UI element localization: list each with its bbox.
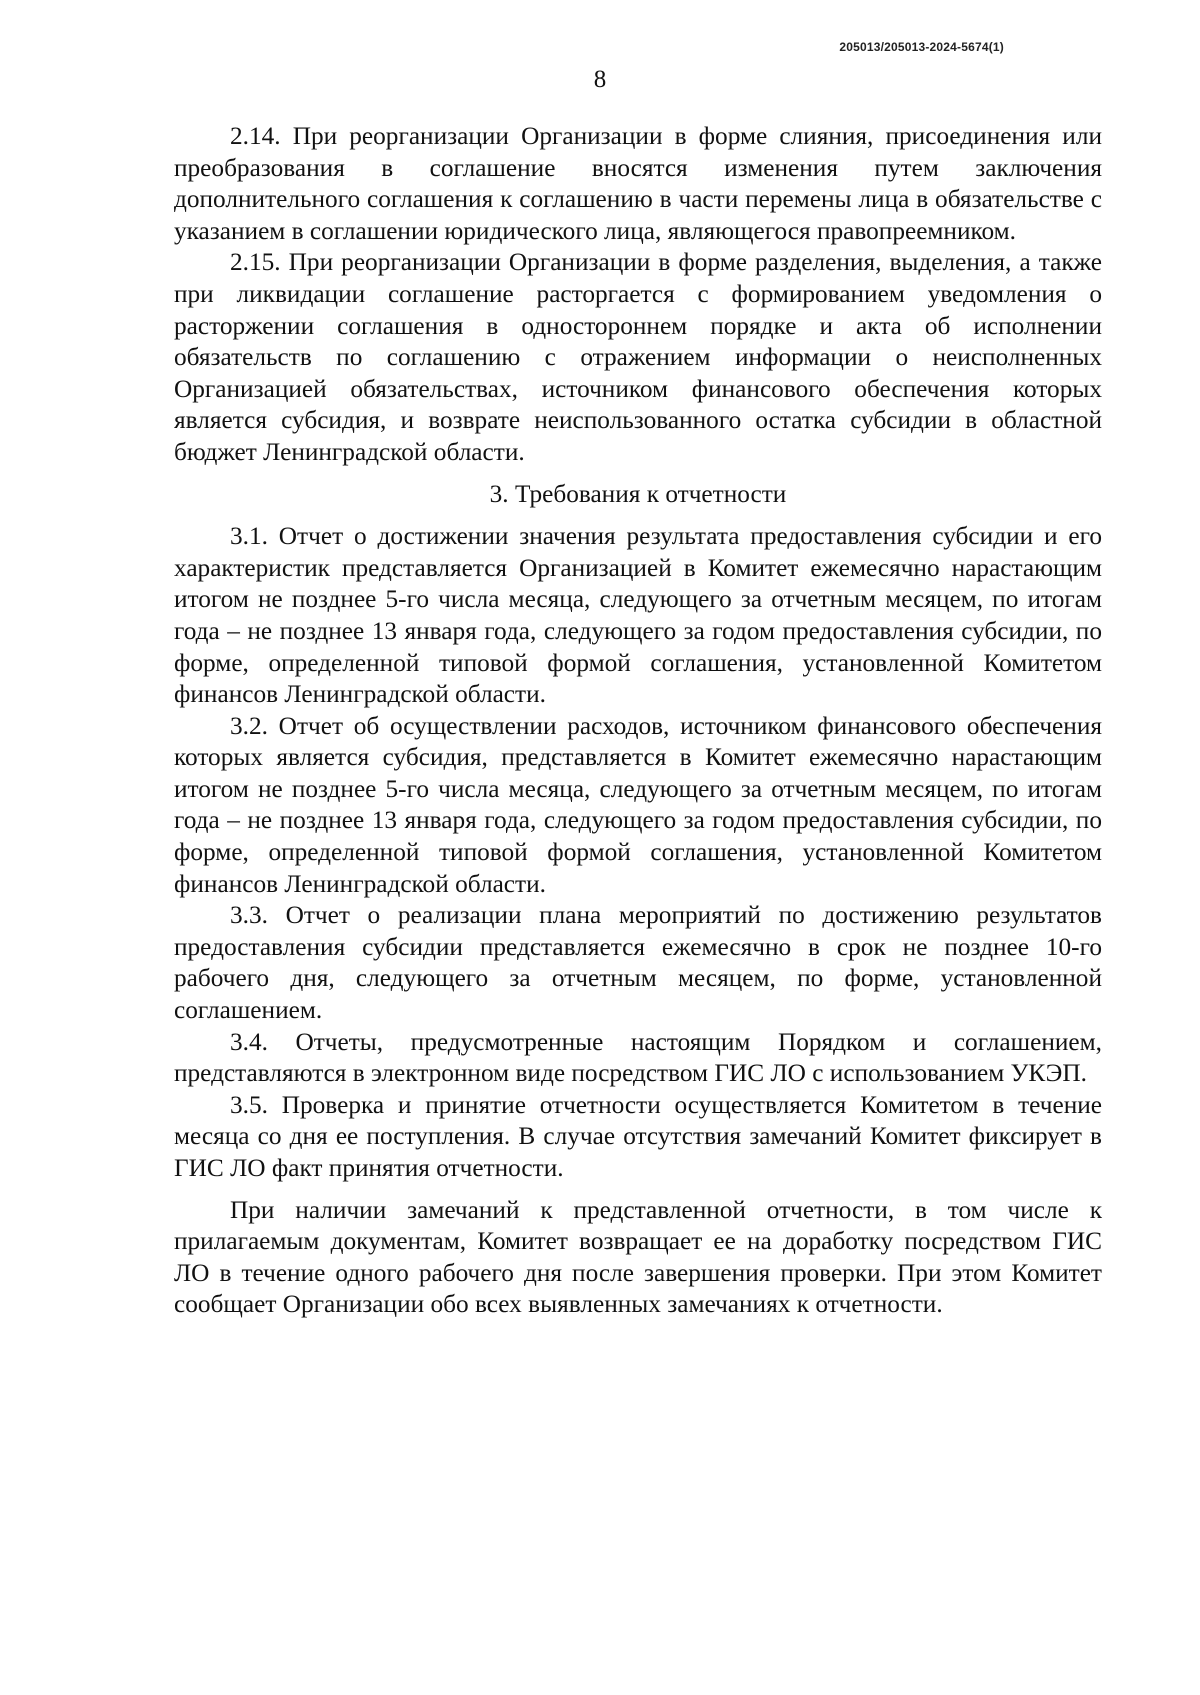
document-id: 205013/205013-2024-5674(1) xyxy=(839,40,1004,54)
paragraph-3-3: 3.3. Отчет о реализации плана мероприятий по достижению результатов предоставления субсидии представляется ежемесячно в срок не позднее 10-го рабочего дня, следующего за отчетным месяцем, по форме, установленной соглашением. xyxy=(174,901,1102,1025)
section-3-heading: 3. Требования к отчетности xyxy=(489,479,787,508)
paragraph-3-1: 3.1. Отчет о достижении значения результата предоставления субсидии и его характеристик представляется Организацией в Комитет ежемесячно нарастающим итогом не позднее 5-го числа месяца, следующего за отчетным месяцем, по итогам года – не позднее 13 января года, следующего за годом предоставления субсидии, по форме, определенной типовой формой соглашения, установленной Комитетом финансов Ленинградской области. xyxy=(174,522,1102,709)
paragraph-3-5-remarks: При наличии замечаний к представленной отчетности, в том числе к прилагаемым документам, Комитет возвращает ее на доработку посредством ГИС ЛО в течение одного рабочего дня после завершения проверки. При этом Комитет сообщает Организации обо всех выявленных замечаниях к отчетности. xyxy=(174,1195,1102,1319)
page-number: 8 xyxy=(593,66,607,93)
paragraph-3-2: 3.2. Отчет об осуществлении расходов, источником финансового обеспечения которых является субсидия, представляется в Комитет ежемесячно нарастающим итогом не позднее 5-го числа месяца, следующего за отчетным месяцем, по итогам года – не позднее 13 января года, следующего за годом предоставления субсидии, по форме, определенной типовой формой соглашения, установленной Комитетом финансов Ленинградской области. xyxy=(174,711,1102,898)
paragraph-2-15: 2.15. При реорганизации Организации в форме разделения, выделения, а также при ликвидации соглашение расторгается с формированием уведомления о расторжении соглашения в одностороннем порядке и акта об исполнении обязательств по соглашению с отражением информации о неисполненных Организацией обязательствах, источником финансового обеспечения которых является субсидия, и возврате неиспользованного остатка субсидии в областной бюджет Ленинградской области. xyxy=(174,248,1102,466)
paragraph-3-4: 3.4. Отчеты, предусмотренные настоящим Порядком и соглашением, представляются в электронном виде посредством ГИС ЛО с использованием УКЭП. xyxy=(174,1027,1102,1088)
document-body xyxy=(174,121,1102,1321)
paragraph-2-14: 2.14. При реорганизации Организации в форме слияния, присоединения или преобразования в соглашение вносятся изменения путем заключения дополнительного соглашения к соглашению в части перемены лица в обязательстве с указанием в соглашении юридического лица, являющегося правопреемником. xyxy=(174,122,1102,245)
paragraph-3-5: 3.5. Проверка и принятие отчетности осуществляется Комитетом в течение месяца со дня ее поступления. В случае отсутствия замечаний Комитет фиксирует в ГИС ЛО факт принятия отчетности. xyxy=(174,1090,1102,1182)
